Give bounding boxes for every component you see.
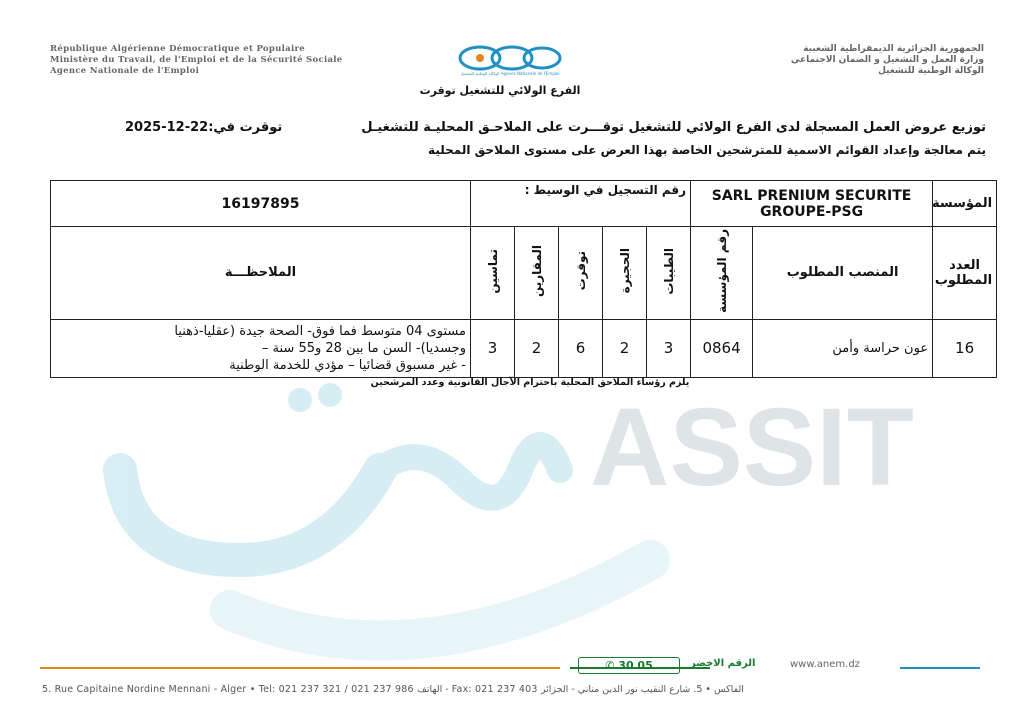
green-number-badge [578, 657, 680, 674]
col-annex-5: تماسين [485, 248, 500, 294]
registration-number: 16197895 [51, 181, 471, 227]
cell-annex-1: 3 [647, 319, 691, 377]
cell-position: عون حراسة وأمن [753, 319, 933, 377]
header-arabic [564, 44, 984, 77]
notes-line-1: مستوى 04 متوسط فما فوق- الصحة جيدة (عقليا-ذهنيا [174, 323, 466, 339]
col-annex-1: الطيبات [661, 247, 676, 295]
col-annex-3: توقرت [573, 251, 588, 291]
cell-inst-number: 0864 [691, 319, 753, 377]
green-number-label: الرقم الاخضر [690, 658, 756, 669]
table-row-institution [51, 181, 997, 227]
col-annex-2: الحجيرة [617, 248, 632, 294]
col-notes: الملاحظـــة [51, 227, 471, 320]
branch-name: الفرع الولائي للتشغيل توقرت [419, 84, 581, 97]
logo-caption: الوكالة الوطنية للتشغيل Agence Nationale de l'Emploi [460, 71, 560, 76]
header-ar-ministry: وزارة العمل و التشغيل و الضمان الاجتماعي [790, 55, 984, 65]
label-institution: المؤسسة [933, 181, 997, 227]
institution-name: SARL PRENIUM SECURITE GROUPE-PSG [691, 181, 933, 227]
notes-line-2: وجسديا)- السن ما بين 28 و55 سنة – [261, 340, 466, 356]
header-fr-ministry: Ministère du Travail, de l'Emploi et de la Sécurité Sociale [50, 55, 343, 65]
footer-address: 5. Rue Capitaine Nordine Mennani - Alger • Tel: 021 237 321 / 021 237 986 الهاتف - Fax: 021 237 403 الفاكس • 5. شارع النقيب نور الدين مناني - الجزائر [42, 684, 744, 695]
header-fr-agency: Agence Nationale de l'Emploi [50, 66, 200, 76]
label-registration: رقم التسجيل في الوسيط : [471, 181, 691, 227]
footnote: يلزم رؤساء الملاحق المحلية باحترام الآجال القانونية وعدد المرشحين [370, 377, 690, 388]
notes-line-3: - غير مسبوق قضائيا – مؤدي للخدمة الوطنية [229, 357, 466, 373]
header-ar-republic: الجمهورية الجزائرية الديمقراطية الشعبية [803, 44, 984, 54]
job-offer-table [50, 180, 997, 378]
col-inst-number: رقم المؤسسة [714, 229, 729, 313]
document-title: توزيع عروض العمل المسجلة لدى الفرع الولائي للتشغيل توقـــرت على الملاحـق المحليـة للتشغيـل [361, 120, 986, 135]
col-count: العدد المطلوب [933, 227, 997, 320]
cell-notes [51, 319, 471, 377]
document-subtitle: يتم معالجة وإعداد القوائم الاسمية للمترشحين الخاصة بهذا العرض على مستوى الملاحق المحلية [428, 143, 986, 157]
cell-count: 16 [933, 319, 997, 377]
header-fr-republic: République Algérienne Démocratique et Populaire [50, 44, 305, 54]
header-ar-agency: الوكالة الوطنية للتشغيل [878, 66, 984, 76]
website-link[interactable]: www.anem.dz [790, 659, 860, 670]
watermark-latin: ASSIT [590, 386, 914, 509]
cell-annex-2: 2 [603, 319, 647, 377]
cell-annex-4: 2 [515, 319, 559, 377]
table-header-row [51, 227, 997, 320]
header-french [50, 44, 420, 77]
col-annex-4: المقارين [529, 244, 544, 297]
cell-annex-3: 6 [559, 319, 603, 377]
green-number: 30 05 [618, 659, 653, 672]
cell-annex-5: 3 [471, 319, 515, 377]
table-row [51, 319, 997, 377]
phone-icon: ✆ [605, 659, 619, 672]
col-position: المنصب المطلوب [753, 227, 933, 320]
anem-logo [450, 42, 570, 82]
document-date: توقرت في:22-12-2025 [125, 120, 283, 135]
